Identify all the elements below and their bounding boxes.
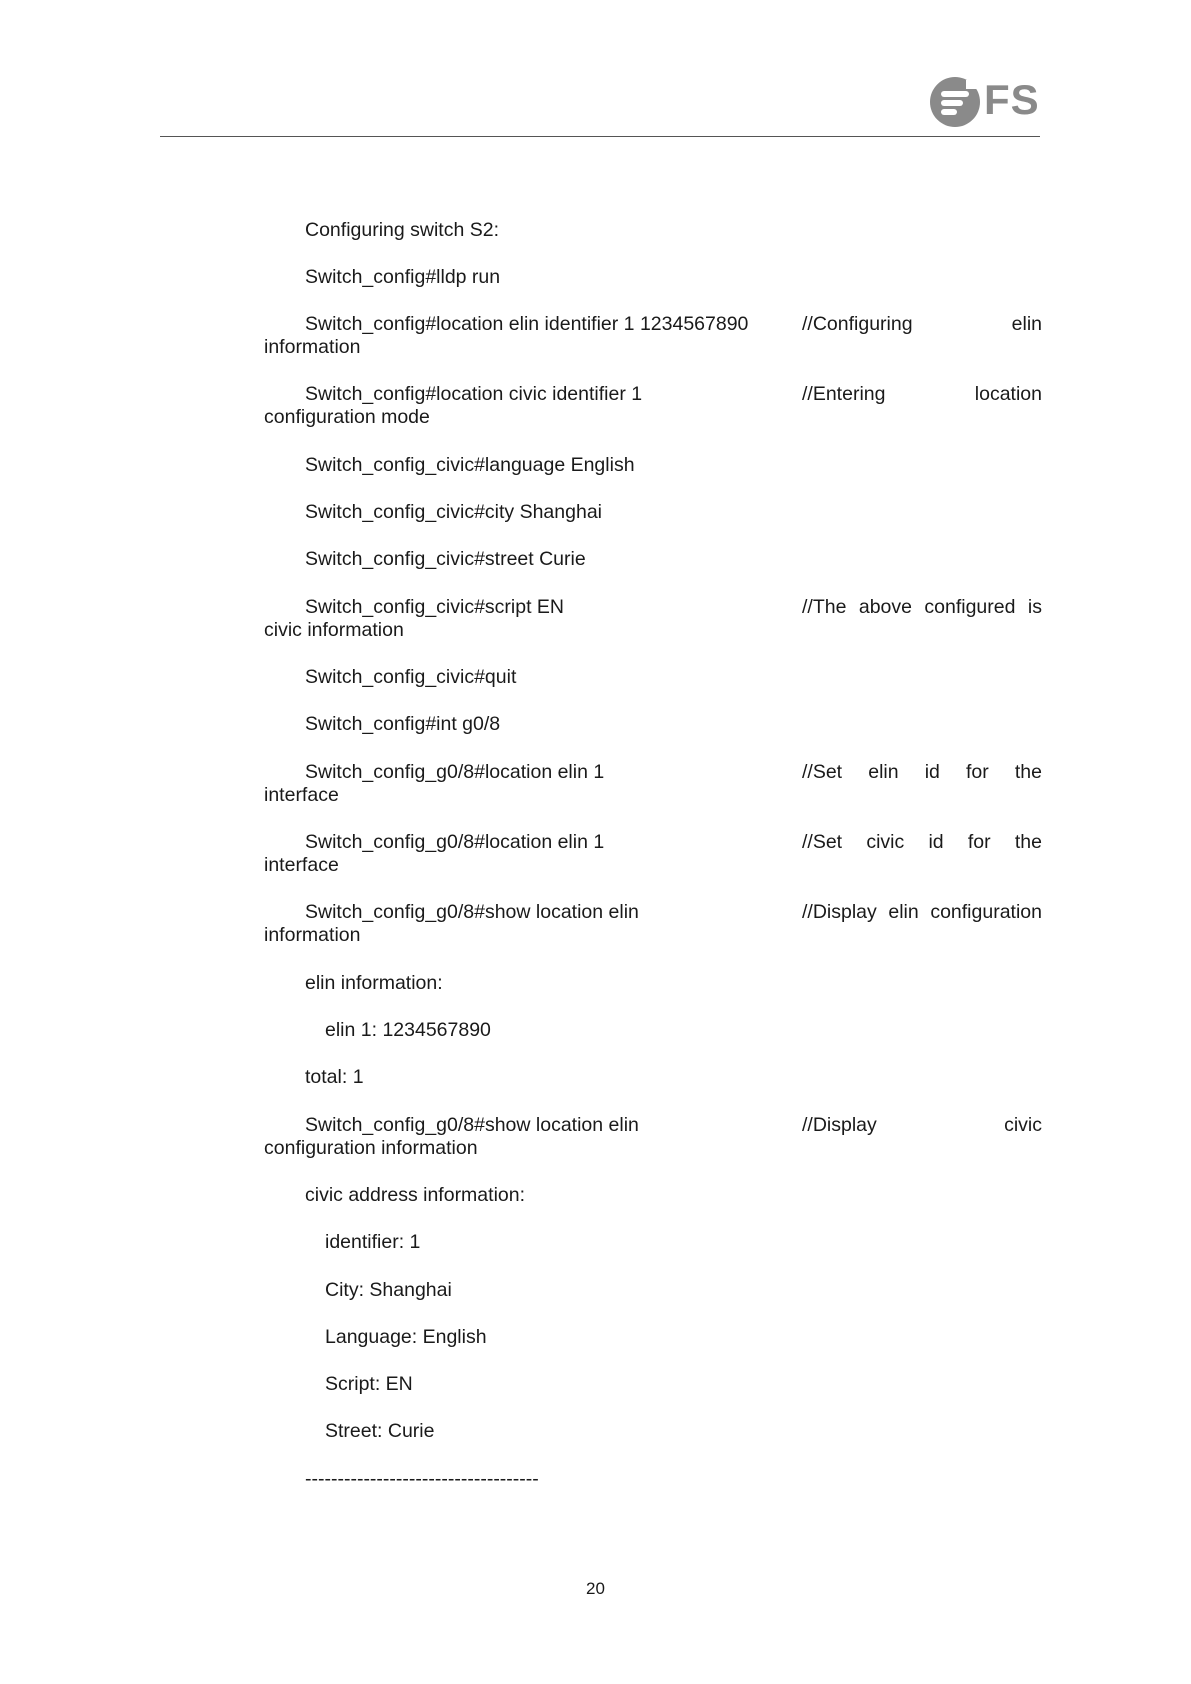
comment-word: //Set	[802, 831, 843, 853]
comment-word: //Display	[802, 901, 877, 923]
comment-continuation: configuration mode	[264, 406, 430, 428]
output-civic-info-header: civic address information:	[305, 1184, 526, 1206]
comment-continuation: configuration information	[264, 1137, 478, 1159]
command-text: Switch_config_g0/8#show location elin	[305, 1114, 639, 1136]
output-elin-1: elin 1: 1234567890	[325, 1019, 491, 1041]
comment-word: civic	[1004, 1114, 1042, 1136]
command-text: Switch_config_civic#script EN	[305, 596, 565, 618]
command-comment	[802, 313, 1042, 336]
comment-continuation: interface	[264, 784, 339, 806]
command-text: Switch_config#location elin identifier 1 1234567890	[305, 313, 749, 335]
comment-word: the	[1014, 761, 1042, 783]
comment-word: id	[928, 831, 944, 853]
comment-word: configuration	[930, 901, 1042, 923]
command-comment	[802, 596, 1042, 619]
cmd-row-civic-script	[264, 596, 1042, 642]
comment-word: is	[1027, 596, 1042, 618]
comment-continuation: civic information	[264, 619, 404, 641]
command-comment	[802, 831, 1042, 854]
comment-word: //Entering	[802, 383, 886, 405]
comment-word: elin	[888, 901, 919, 923]
command-text: Switch_config_g0/8#location elin 1	[305, 761, 605, 783]
cmd-civic-city: Switch_config_civic#city Shanghai	[305, 501, 602, 523]
comment-word: above	[858, 596, 912, 618]
fs-logo-icon	[928, 74, 982, 130]
command-comment	[802, 761, 1042, 784]
comment-word: elin	[868, 761, 899, 783]
comment-word: for	[967, 831, 991, 853]
comment-continuation: information	[264, 336, 361, 358]
command-comment	[802, 1114, 1042, 1137]
comment-continuation: information	[264, 924, 361, 946]
comment-word: id	[924, 761, 940, 783]
page-number: 20	[586, 1579, 605, 1598]
comment-word: for	[965, 761, 989, 783]
comment-continuation: interface	[264, 854, 339, 876]
cmd-int-g0-8: Switch_config#int g0/8	[305, 713, 501, 735]
comment-word: configured	[924, 596, 1016, 618]
output-city: City: Shanghai	[325, 1279, 452, 1301]
output-language: Language: English	[325, 1326, 487, 1348]
cmd-civic-street: Switch_config_civic#street Curie	[305, 548, 586, 570]
cmd-row-civic-identifier	[264, 383, 1042, 429]
cmd-row-set-elin-id	[264, 761, 1042, 807]
page-header	[0, 0, 1191, 140]
comment-word: //Configuring	[802, 313, 913, 335]
command-text: Switch_config#location civic identifier 1	[305, 383, 643, 405]
comment-word: //The	[802, 596, 847, 618]
comment-word: location	[974, 383, 1042, 405]
cmd-row-show-civic	[264, 1114, 1042, 1160]
comment-word: elin	[1011, 313, 1042, 335]
command-text: Switch_config_g0/8#show location elin	[305, 901, 639, 923]
comment-word: the	[1014, 831, 1042, 853]
comment-word: //Display	[802, 1114, 877, 1136]
output-identifier: identifier: 1	[325, 1231, 421, 1253]
cmd-civic-language: Switch_config_civic#language English	[305, 454, 635, 476]
cmd-row-elin-identifier	[264, 313, 1042, 359]
cmd-civic-quit: Switch_config_civic#quit	[305, 666, 517, 688]
command-comment	[802, 383, 1042, 406]
fs-logo	[928, 74, 1038, 130]
output-total: total: 1	[305, 1066, 364, 1088]
fs-logo-text: FS	[984, 76, 1040, 123]
comment-word: civic	[866, 831, 905, 853]
cmd-row-show-elin	[264, 901, 1042, 947]
command-text: Switch_config_g0/8#location elin 1	[305, 831, 605, 853]
output-script: Script: EN	[325, 1373, 413, 1395]
output-street: Street: Curie	[325, 1420, 435, 1442]
configuring-switch-heading: Configuring switch S2:	[305, 219, 500, 241]
output-elin-info-header: elin information:	[305, 972, 443, 994]
cmd-row-set-civic-id	[264, 831, 1042, 877]
cmd-lldp-run: Switch_config#lldp run	[305, 266, 501, 288]
command-comment	[802, 901, 1042, 924]
header-divider	[160, 136, 1040, 137]
comment-word: //Set	[802, 761, 843, 783]
separator-line: ------------------------------------	[305, 1468, 539, 1490]
